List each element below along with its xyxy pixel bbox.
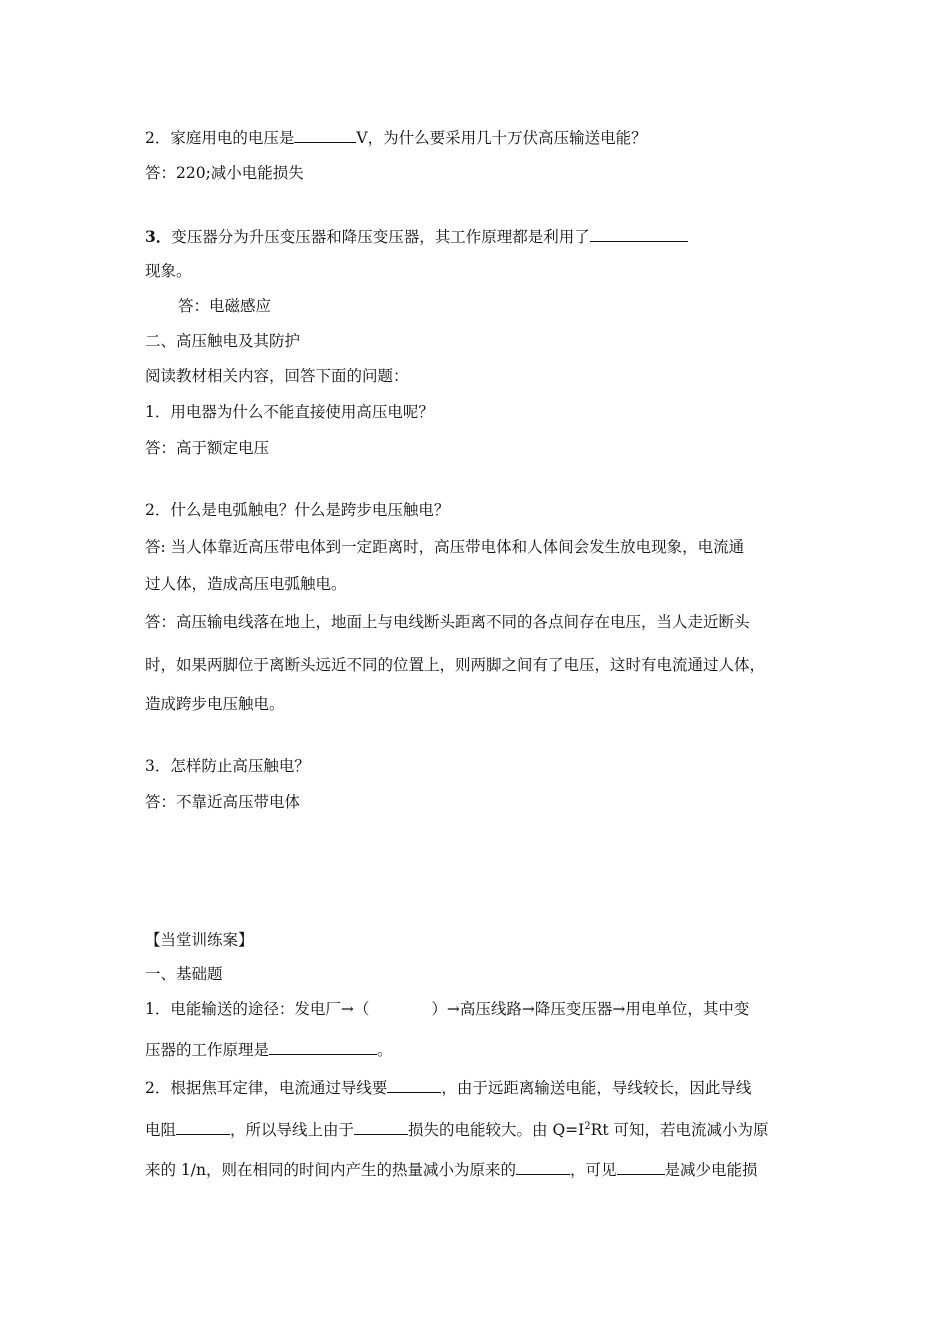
training-question-2-line-3 (145, 1160, 758, 1180)
question-text: ，可见 (570, 1161, 617, 1179)
answer-blank (387, 1078, 441, 1093)
answer-blank (617, 1160, 665, 1175)
question-text: 2．根据焦耳定律，电流通过导线要 (145, 1079, 388, 1097)
question-3-line (145, 227, 688, 247)
question-2-line (145, 128, 647, 148)
training-question-1 (145, 999, 749, 1019)
question-2-text: 2．家庭用电的电压是 (145, 129, 295, 147)
section-heading: 二、高压触电及其防护 (145, 332, 301, 350)
question-3-text: 变压器分为升压变压器和降压变压器，其工作原理都是利用了 (171, 228, 590, 246)
answer-line: 造成跨步电压触电。 (145, 695, 285, 713)
answer-blank (269, 1040, 377, 1055)
answer-line: 答：高于额定电压 (145, 439, 270, 457)
question-text: 来的 1/n，则在相同的时间内产生的热量减小为原来的 (145, 1161, 516, 1179)
answer-line: 时，如果两脚位于离断头远近不同的位置上，则两脚之间有了电压，这时有电流通过人体， (145, 656, 766, 674)
section-intro: 阅读教材相关内容，回答下面的问题： (145, 367, 409, 385)
question-text: ）→高压线路→降压变压器→用电单位，其中变 (431, 1000, 750, 1018)
question-3-number: 3． (145, 227, 172, 246)
question-line: 3．怎样防止高压触电？ (145, 757, 310, 775)
question-text: 损失的电能较大。由 Q=I (408, 1121, 585, 1140)
question-text: 压器的工作原理是 (145, 1041, 270, 1059)
section-heading: 一、基础题 (145, 965, 223, 983)
answer-blank (294, 128, 356, 143)
answer-line: 过人体，造成高压电弧触电。 (145, 575, 347, 593)
question-text: ，由于远距离输送电能，导线较长，因此导线 (441, 1079, 752, 1097)
training-question-1-continuation (145, 1040, 393, 1060)
training-question-2 (145, 1078, 751, 1098)
answer-line: 答：电磁感应 (178, 297, 272, 315)
question-text: 电阻 (145, 1121, 177, 1140)
answer-blank (590, 227, 688, 242)
answer-blank (516, 1160, 570, 1175)
question-text: Rt 可知，若电流减小为原 (590, 1121, 769, 1140)
question-line: 1．用电器为什么不能直接使用高压电呢？ (145, 403, 434, 421)
answer-line: 答: 当人体靠近高压带电体到一定距离时，高压带电体和人体间会发生放电现象，电流通 (145, 538, 745, 556)
question-text: 是减少电能损 (664, 1161, 758, 1179)
question-text: 1．电能输送的途径：发电厂→（ (145, 1000, 370, 1018)
question-line: 2．什么是电弧触电？什么是跨步电压触电？ (145, 501, 450, 519)
answer-line: 答：220;减小电能损失 (145, 164, 304, 182)
training-heading: 【当堂训练案】 (145, 931, 254, 949)
question-3-continuation: 现象。 (145, 262, 192, 280)
question-text: ，所以导线上由于 (230, 1121, 355, 1140)
question-2-text-suffix: V，为什么要采用几十万伏高压输送电能？ (356, 129, 647, 147)
training-question-2-line-2 (145, 1117, 768, 1140)
answer-blank (354, 1120, 408, 1135)
answer-line: 答：高压输电线落在地上，地面上与电线断头距离不同的各点间存在电压，当人走近断头 (145, 613, 750, 631)
answer-blank (176, 1120, 230, 1135)
answer-line: 答：不靠近高压带电体 (145, 793, 301, 811)
question-text: 。 (377, 1041, 393, 1059)
superscript: 2 (584, 1121, 591, 1132)
